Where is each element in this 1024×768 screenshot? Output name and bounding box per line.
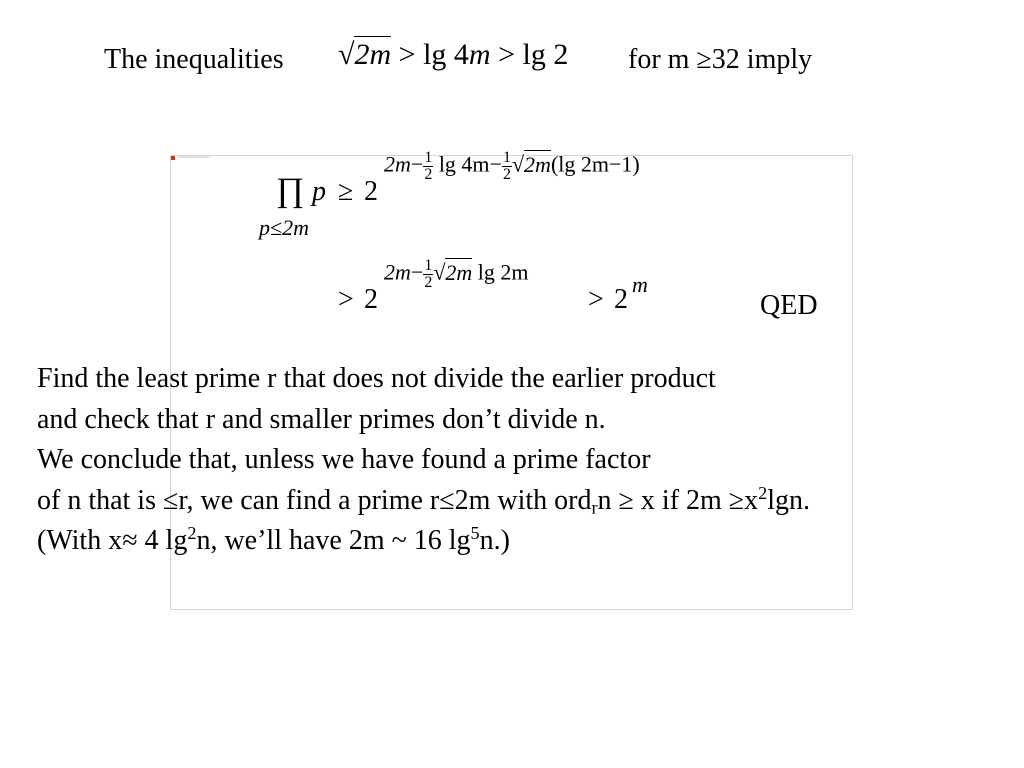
intro-lead: The inequalities <box>104 44 284 75</box>
product-subscript: p≤2m <box>259 215 309 240</box>
exp1-sqrt-arg: 2m <box>524 151 551 177</box>
coef-4: 4 <box>453 38 469 71</box>
line4-sub-r: r <box>591 497 598 518</box>
line2-final-2: 2 <box>614 284 628 315</box>
embed-icon <box>171 156 175 160</box>
line5-a: (With x≈ 4 lg <box>37 525 188 556</box>
line5-sup-5: 5 <box>470 523 480 543</box>
line5-c: n.) <box>479 525 510 556</box>
line2-final-exp: m <box>632 272 648 297</box>
line2-gt: > <box>338 284 354 315</box>
line4-c: lgn. <box>767 484 811 516</box>
sqrt-sign: √ <box>511 151 525 177</box>
body-line-3: We conclude that, unless we have found a prime factor <box>37 444 651 475</box>
line2-base-2: 2 <box>364 284 378 315</box>
line5-sup-2: 2 <box>187 523 197 543</box>
half-num: 1 <box>424 149 433 166</box>
half-fraction-2 <box>502 150 512 183</box>
lg-2: lg <box>522 38 546 71</box>
body-line-1: Find the least prime r that does not divide the earlier product <box>37 363 716 394</box>
sqrt-sign: √ <box>433 259 446 285</box>
exponent-2 <box>384 258 529 291</box>
product-symbol: ∏ <box>276 172 304 209</box>
qed-label: QED <box>760 290 818 321</box>
const-2: 2 <box>553 38 569 71</box>
half-den: 2 <box>502 166 511 183</box>
exponent-1 <box>384 150 640 183</box>
sqrt-arg: 2m <box>354 38 392 71</box>
exp2-lg2m: lg 2m <box>477 259 529 285</box>
half-den: 2 <box>424 166 433 183</box>
line4-a: of n that is ≤r, we can find a prime r≤2m with ord <box>37 484 592 516</box>
product-p: p <box>312 176 326 207</box>
embed-caption <box>177 156 209 158</box>
lg-1: lg <box>423 38 447 71</box>
body-text <box>37 362 810 565</box>
line5-b: n, we’ll have 2m ~ 16 lg <box>196 525 471 556</box>
exp2-minus: − <box>410 259 424 285</box>
intro-tail: for m ≥32 imply <box>628 44 813 75</box>
exp1-2m: 2m <box>384 151 411 177</box>
line4-sup-2: 2 <box>758 482 768 503</box>
exp1-lg4m: lg 4m <box>438 151 490 177</box>
product-geq: ≥ <box>338 176 354 207</box>
exp2-2m: 2m <box>384 259 411 285</box>
exp1-paren: (lg 2m−1) <box>550 151 640 177</box>
m-var: m <box>468 38 491 71</box>
half-fraction-3 <box>423 258 433 291</box>
exp2-sqrt-arg: 2m <box>445 259 473 285</box>
lemma-inequality <box>338 38 568 72</box>
exp1-minus-2: − <box>489 151 502 177</box>
half-fraction-1 <box>423 150 433 183</box>
body-line-4 <box>37 484 810 525</box>
body-line-2: and check that r and smaller primes don’t divide n. <box>37 403 606 435</box>
line4-b: n ≥ x if 2m ≥x <box>597 484 759 516</box>
line2-gt-2: > <box>588 284 604 315</box>
half-num: 1 <box>424 257 433 274</box>
product-base-2: 2 <box>364 176 378 207</box>
half-den: 2 <box>424 274 433 291</box>
gt-sign-1: > <box>398 38 416 71</box>
half-num: 1 <box>502 149 511 166</box>
body-line-5 <box>37 524 810 565</box>
exp1-minus-1: − <box>410 151 424 177</box>
gt-sign-2: > <box>498 38 515 71</box>
sqrt-sign: √ <box>338 38 355 71</box>
